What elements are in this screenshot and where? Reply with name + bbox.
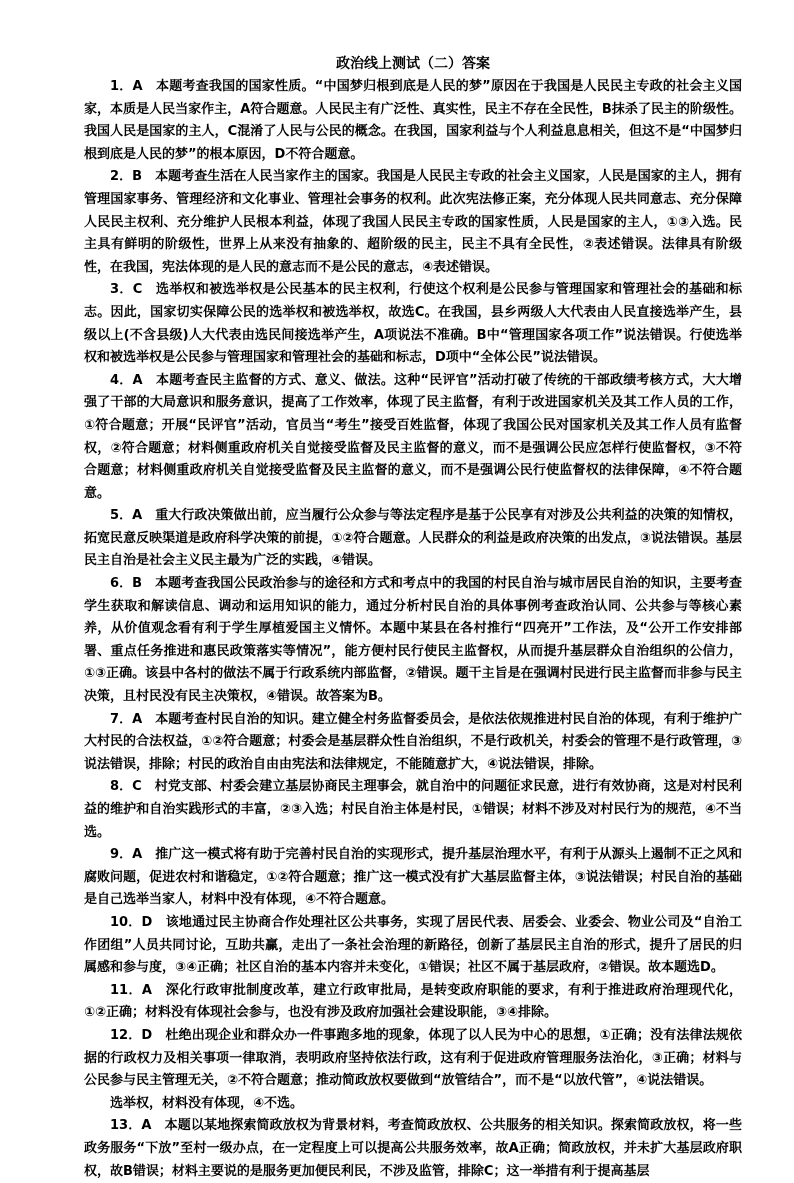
answer-paragraph-3: 3．C 选举权和被选举权是公民基本的民主权利，行使这个权利是公民参与管理国家和管理社会的基础和标志。因此，国家切实保障公民的选举权和被选举权，故选C。在我国，县乡两级人大代表由人民直接选举产生，县级以上(不含县级)人大代表由选民间接选举产生，A项说法不准确。B中“管理国家各项工作”说法错误。行使选举权和被选举权是公民参与管理国家和管理社会的基础和标志，D项中“全体公民”说法错误。 [84, 282, 742, 366]
answer-paragraph-11: 11．A 深化行政审批制度改革，建立行政审批局，是转变政府职能的要求，有利于推进政府治理现代化，①②正确；材料没有体现社会参与，也没有涉及政府加强社会建设职能，③④排除。 [84, 982, 742, 1021]
answer-paragraph-7: 7．A 本题考查村民自治的知识。建立健全村务监督委员会，是依法依规推进村民自治的体现，有利于维护广大村民的合法权益，①②符合题意；村委会是基层群众性自治组织，不是行政机关，村委会的管理不是行政管理，③说法错误，排除；村民的政治自由由宪法和法律规定，不能随意扩大，④说法错误，排除。 [84, 711, 742, 772]
answer-paragraph-8: 8．C 村党支部、村委会建立基层协商民主理事会，就自治中的问题征求民意，进行有效协商，这是对村民利益的维护和自治实践形式的丰富，②③入选；村民自治主体是村民，①错误；材料不涉及对村民行为的规范，④不当选。 [84, 779, 742, 840]
answer-paragraph-5: 5．A 重大行政决策做出前，应当履行公众参与等法定程序是基于公民享有对涉及公共利益的决策的知情权，拓宽民意反映渠道是政府科学决策的前提，①②符合题意。人民群众的利益是政府决策的出发点，③说法错误。基层民主自治是社会主义民主最为广泛的实践，④错误。 [84, 508, 742, 569]
answer-paragraph-9: 9．A 推广这一模式将有助于完善村民自治的实现形式，提升基层治理水平，有利于从源头上遏制不正之风和腐败问题，促进农村和谐稳定，①②符合题意；推广这一模式没有扩大基层监督主体，③说法错误；村民自治的基础是自己选举当家人，材料中没有体现，④不符合题意。 [84, 847, 742, 908]
answer-paragraph-12: 12．D 杜绝出现企业和群众办一件事跑多地的现象，体现了以人民为中心的思想，①正确；没有法律法规依据的行政权力及相关事项一律取消，表明政府坚持依法行政，这有利于促进政府管理服务法治化，③正确；材料与公民参与民主管理无关，②不符合题意；推动简政放权要做到“放管结合”，而不是“以放代管”，④说法错误。 [84, 1027, 742, 1089]
answer-paragraph-2: 2．B 本题考查生活在人民当家作主的国家。我国是人民民主专政的社会主义国家，人民是国家的主人，拥有管理国家事务、管理经济和文化事业、管理社会事务的权利。此次宪法修正案，充分体现人民共同意志、充分保障人民民主权利、充分维护人民根本利益，体现了我国人民民主专政的国家性质，人民是国家的主人，①③入选。民主具有鲜明的阶级性，世界上从来没有抽象的、超阶级的民主，民主不具有全民性，②表述错误。法律具有阶级性，在我国，宪法体现的是人民的意志而不是公民的意志，④表述错误。 [84, 169, 742, 275]
document-title: 政治线上测试（二）答案 [336, 56, 490, 72]
answer-paragraph-10: 10．D 该地通过民主协商合作处理社区公共事务，实现了居民代表、居委会、业委会、物业公司及“自治工作团组”人员共同讨论，互助共赢，走出了一条社会治理的新路径，创新了基层民主自治的形式，提升了居民的归属感和参与度，③④正确；社区自治的基本内容并未变化，①错误；社区不属于基层政府，②错误。故本题选D。 [84, 914, 742, 976]
answer-paragraph-4: 4．A 本题考查民主监督的方式、意义、做法。这种“民评官”活动打破了传统的干部政绩考核方式，大大增强了干部的大局意识和服务意识，提高了工作效率，体现了民主监督，有利于改进国家机关及其工作人员的工作，①符合题意；开展“民评官”活动，官员当“考生”接受百姓监督，体现了我国公民对国家机关及其工作人员有监督权，②符合题意；材料侧重政府机关自觉接受监督及民主监督的意义，而不是强调公民应怎样行使监督权，③不符合题意；材料侧重政府机关自觉接受监督及民主监督的意义，而不是强调公民行使监督权的法律保障，④不符合题意。 [84, 372, 742, 501]
answer-paragraph-1: 1．A 本题考查我国的国家性质。“中国梦归根到底是人民的梦”原因在于我国是人民民主专政的社会主义国家，本质是人民当家作主，A符合题意。人民民主有广泛性、真实性，民主不存在全民性，B抹杀了民主的阶级性。我国人民是国家的主人，C混淆了人民与公民的概念。在我国，国家利益与个人利益息息相关，但这不是“中国梦归根到底是人民的梦”的根本原因，D不符合题意。 [84, 79, 742, 162]
answer-paragraph-13: 13．A 本题以某地探索简政放权为背景材料，考查简政放权、公共服务的相关知识。探索简政放权，将一些政务服务“下放”至村一级办点，在一定程度上可以提高公共服务效率，故A正确；简政放权，并未扩大基层政府职权，故B错误；材料主要说的是服务更加便民利民，不涉及监管，排除C；这一举措有利于提高基层 [84, 1118, 742, 1179]
answer-paragraph-6: 6．B 本题考查我国公民政治参与的途径和方式和考点中的我国的村民自治与城市居民自治的知识，主要考查学生获取和解读信息、调动和运用知识的能力，通过分析村民自治的具体事例考查政治认同、公共参与等核心素养，从价值观念看有利于学生厚植爱国主义情怀。本题中某县在各村推行“四亮开”工作法，及“公开工作安排部署、重点任务推进和惠民政策落实等情况”，能方便村民行使民主监督权，从而提升基层群众自治组织的公信力，①③正确。该县中各村的做法不属于行政系统内部监督，②错误。题干主旨是在强调村民进行民主监督而非参与民主决策，且村民没有民主决策权，④错误。故答案为B。 [84, 576, 742, 705]
answer-paragraph-fragment: 选举权，材料没有体现，④不选。 [110, 1095, 304, 1111]
answer-document [84, 52, 742, 1183]
